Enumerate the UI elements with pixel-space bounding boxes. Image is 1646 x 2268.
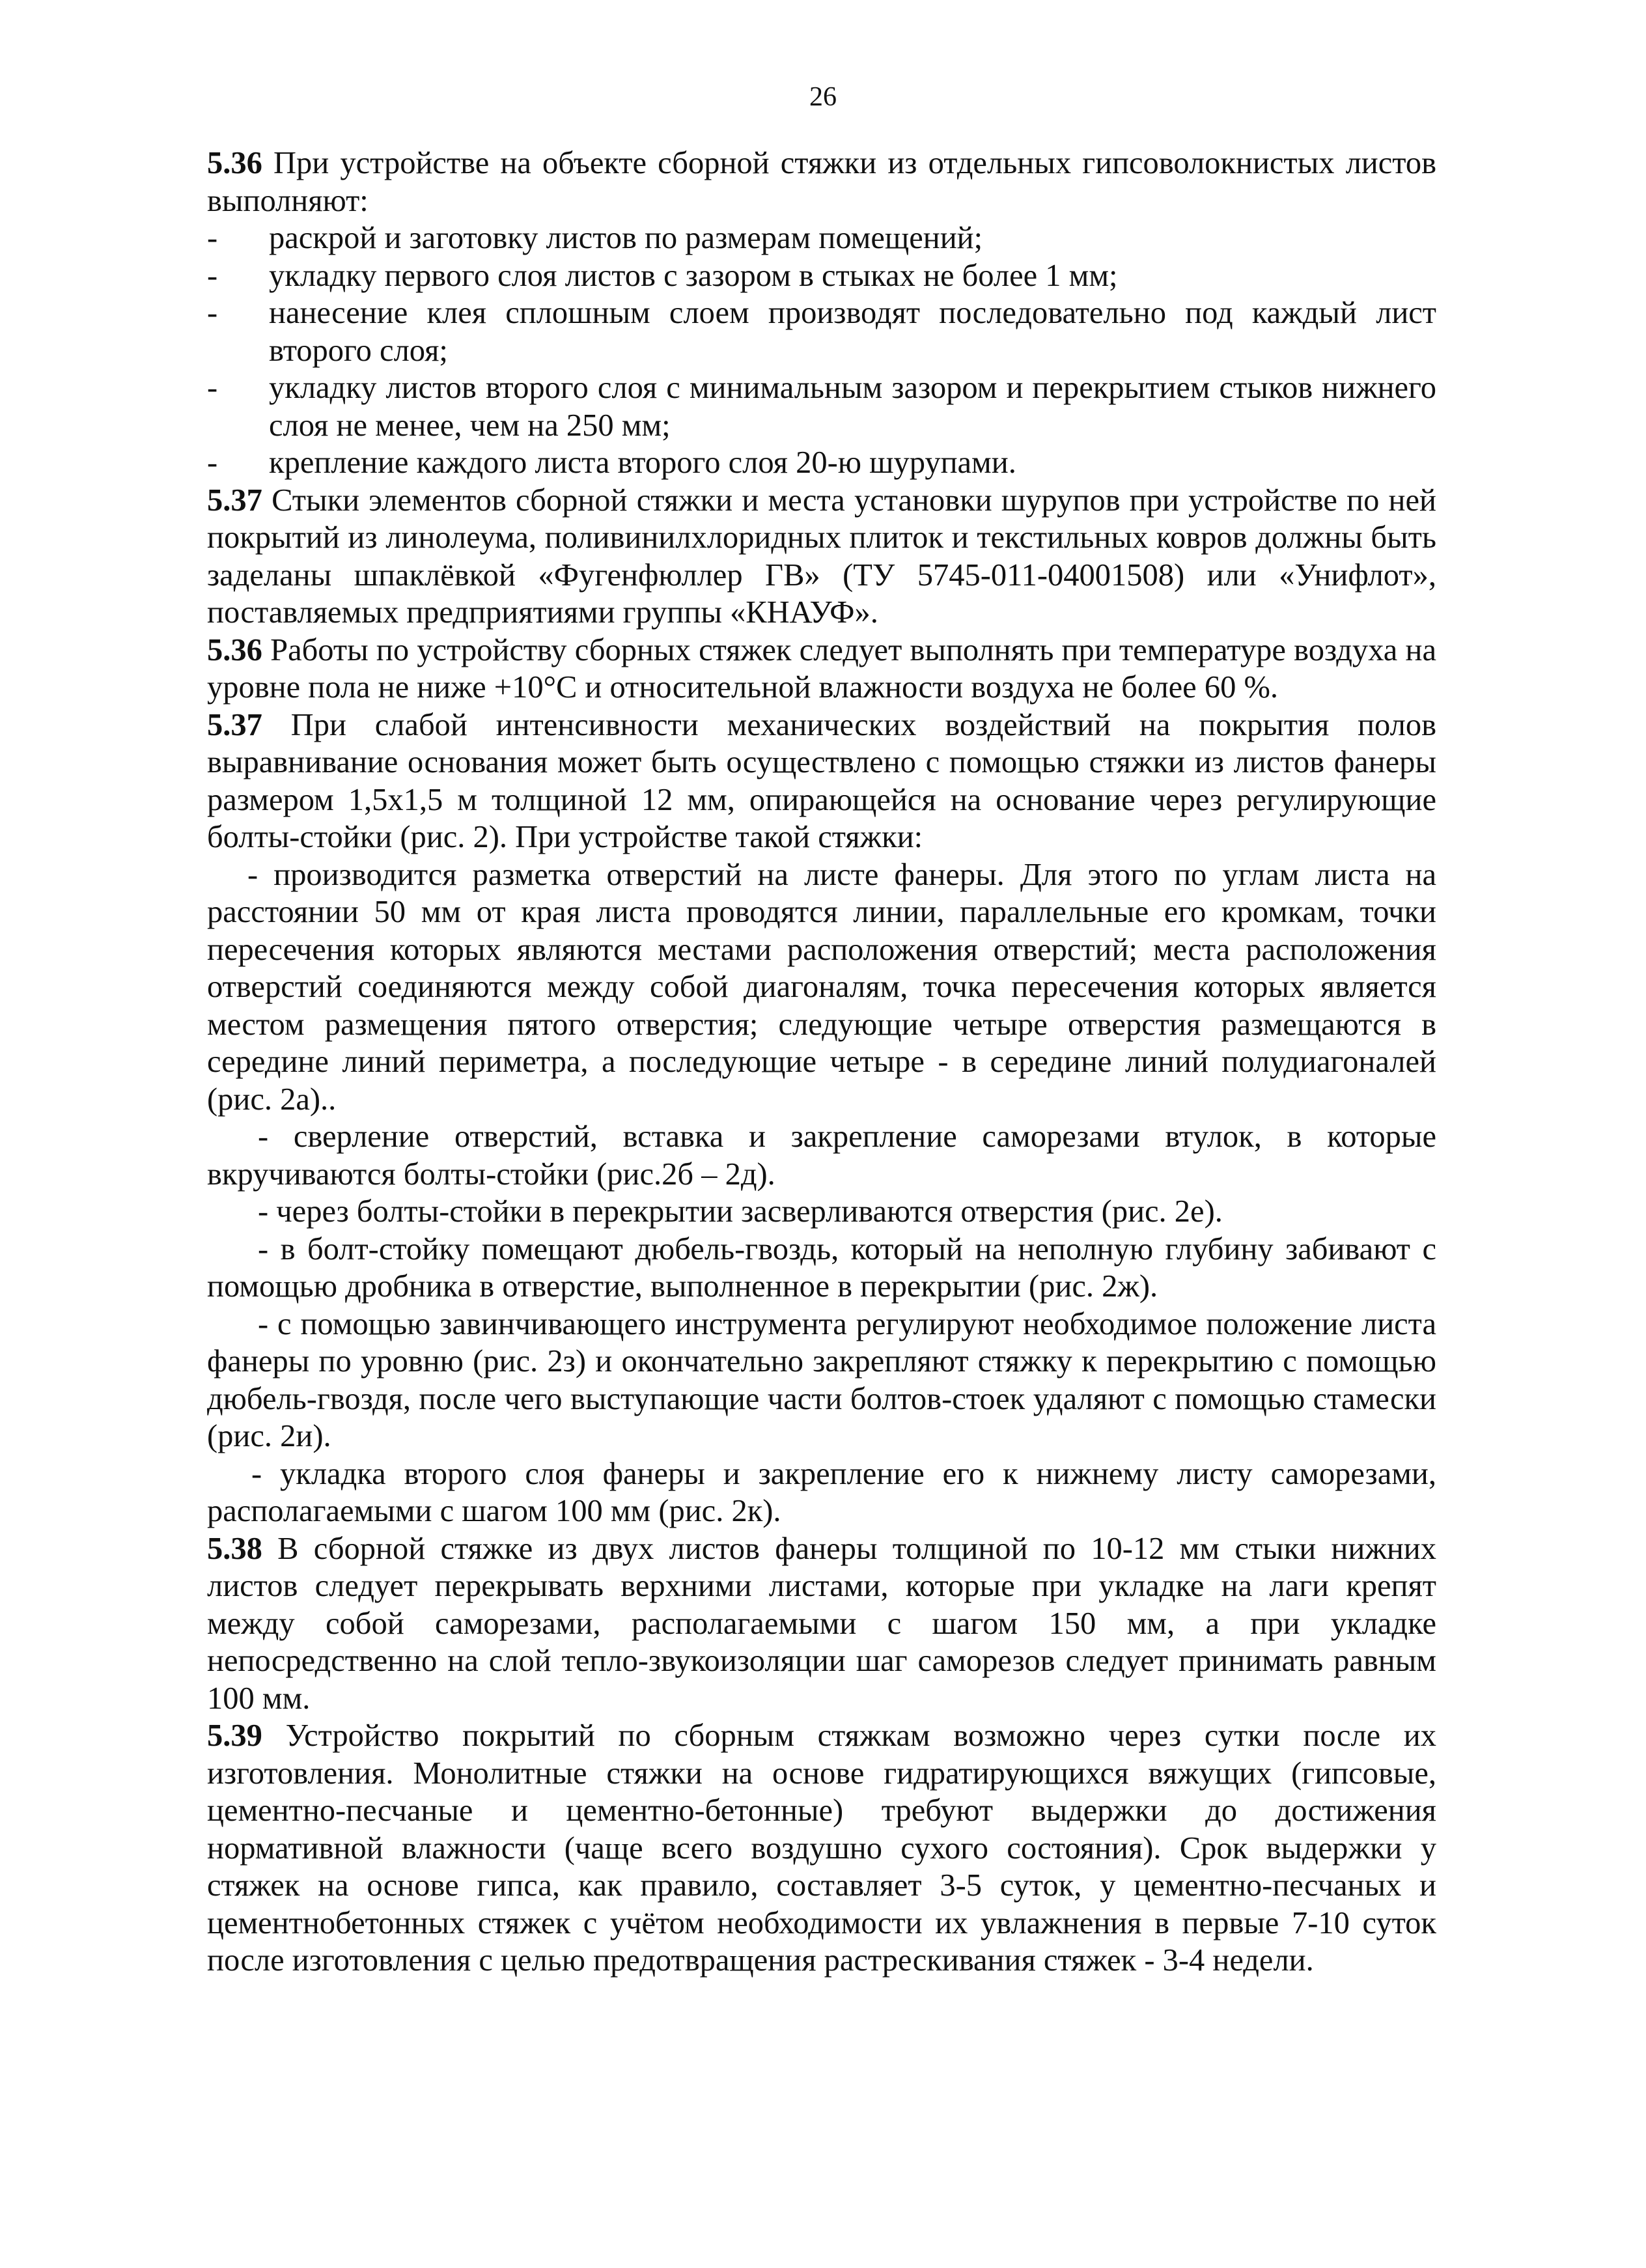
list-item: - укладку листов второго слоя с минимальным зазором и перекрытием стыков нижнего слоя не менее, чем на 250 мм; <box>207 369 1436 444</box>
page-number: 26 <box>809 82 837 112</box>
clause-text: Устройство покрытий по сборным стяжкам возможно через сутки после их изготовления. Монолитные стяжки на основе гидратирующихся вяжущих (гипсовые, цементно-песчаные и цементно-бетонные) требуют выдержки до достижения нормативной влажности (чаще всего воздушно сухого состояния). Срок выдержки у стяжек на основе гипса, как правило, составляет 3-5 суток, у цементно-песчаных и цементнобетонных стяжек с учётом необходимости их увлажнения в первые 7-10 суток после изготовления с целью предотвращения растрескивания стяжек - 3-4 недели. <box>207 1718 1436 1978</box>
clause-5-37-a <box>207 482 1436 632</box>
dash-marker: - <box>207 258 218 293</box>
clause-number: 5.36 <box>207 632 262 667</box>
clause-number: 5.37 <box>207 483 262 518</box>
clause-5-36-b <box>207 632 1436 707</box>
clause-text: При слабой интенсивности механических воздействий на покрытия полов выравнивание основания может быть осуществлено с помощью стяжки из листов фанеры размером 1,5х1,5 м толщиной 12 мм, опирающейся на основание через регулирующие болты-стойки (рис. 2). При устройстве такой стяжки: <box>207 707 1436 854</box>
list-item: - крепление каждого листа второго слоя 20-ю шурупами. <box>207 444 1436 482</box>
clause-text: Работы по устройству сборных стяжек следует выполнять при температуре воздуха на уровне пола не ниже +10°С и относительной влажности воздуха не более 60 %. <box>207 632 1436 705</box>
clause-text: При устройстве на объекте сборной стяжки из отдельных гипсоволокнистых листов выполняют: <box>207 146 1436 218</box>
step-paragraph: - укладка второго слоя фанеры и закрепление его к нижнему листу саморезами, располагаемыми с шагом 100 мм (рис. 2к). <box>207 1456 1436 1528</box>
clause-text: В сборной стяжке из двух листов фанеры толщиной по 10-12 мм стыки нижних листов следует перекрывать верхними листами, которые при укладке на лаги крепят между собой саморезами, располагаемыми с шагом 150 мм, а при укладке непосредственно на слой тепло-звукоизоляции шаг саморезов следует принимать равным 100 мм. <box>207 1531 1436 1716</box>
step-paragraph: - с помощью завинчивающего инструмента регулируют необходимое положение листа фанеры по уровню (рис. 2з) и окончательно закрепляют стяжку к перекрытию с помощью дюбель-гвоздя, после чего выступающие части болтов-стоек удаляют с помощью стамески (рис. 2и). <box>207 1306 1436 1453</box>
dash-marker: - <box>207 221 218 255</box>
clause-number: 5.38 <box>207 1531 262 1566</box>
clause-number: 5.36 <box>207 146 262 180</box>
step-paragraph: - производится разметка отверстий на листе фанеры. Для этого по углам листа на расстоянии 50 мм от края листа проводятся линии, параллельные его кромкам, точки пересечения которых являются местами расположения отверстий; места расположения отверстий соединяются между собой диагоналям, точка пересечения которых является местом размещения пятого отверстия; следующие четыре отверстия размещаются в середине линий периметра, а последующие четыре - в середине линий полудиагоналей (рис. 2а).. <box>207 857 1436 1117</box>
clause-number: 5.39 <box>207 1718 262 1753</box>
document-body <box>207 145 1436 1980</box>
step-paragraph: - через болты-стойки в перекрытии засверливаются отверстия (рис. 2е). <box>258 1194 1223 1229</box>
list-item: - раскрой и заготовку листов по размерам помещений; <box>207 219 1436 257</box>
clause-5-39 <box>207 1717 1436 1980</box>
clause-5-36-a <box>207 145 1436 219</box>
clause-text: Стыки элементов сборной стяжки и места установки шурупов при устройстве по ней покрытий из линолеума, поливинилхлоридных плиток и текстильных ковров должны быть заделаны шпаклёвкой «Фугенфюллер ГВ» (ТУ 5745-011-04001508) или «Унифлот», поставляемых предприятиями группы «КНАУФ». <box>207 483 1436 630</box>
clause-number: 5.37 <box>207 707 262 742</box>
step-paragraph: - в болт-стойку помещают дюбель-гвоздь, который на неполную глубину забивают с помощью дробника в отверстие, выполненное в перекрытии (рис. 2ж). <box>207 1231 1436 1304</box>
dash-marker: - <box>207 296 218 330</box>
dash-marker: - <box>207 445 218 480</box>
list-item: - укладку первого слоя листов с зазором в стыках не более 1 мм; <box>207 257 1436 295</box>
dash-marker: - <box>207 371 218 405</box>
step-paragraph: - сверление отверстий, вставка и закрепление саморезами втулок, в которые вкручиваются болты-стойки (рис.2б – 2д). <box>207 1119 1436 1192</box>
clause-5-37-b <box>207 707 1436 856</box>
clause-5-38 <box>207 1530 1436 1718</box>
list-item: - нанесение клея сплошным слоем производят последовательно под каждый лист второго слоя; <box>207 294 1436 369</box>
